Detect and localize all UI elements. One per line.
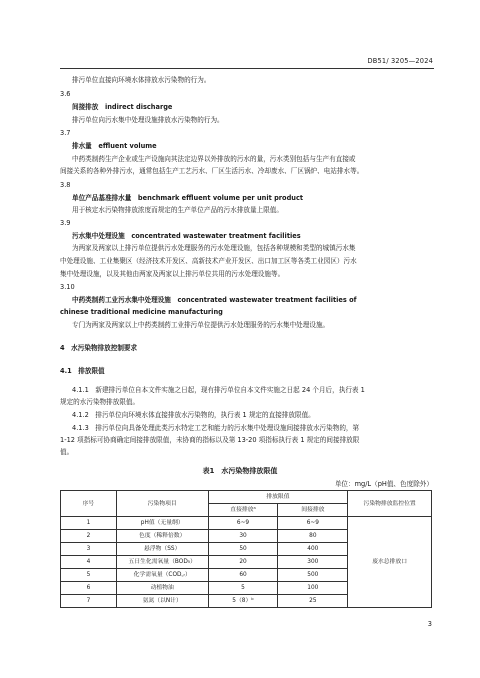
term-definition: 中处理设施、工业集聚区（经济技术开发区、高新技术产业开发区、出口加工区等各类工业园区）污水 xyxy=(60,257,357,265)
cell-seq: 2 xyxy=(61,530,117,543)
cell-indirect: 100 xyxy=(278,582,348,595)
clause: 4.1.3 排污单位向具备处理此类污水特定工艺和能力的污水集中处理设施间接排放水污染物的，第 xyxy=(72,424,360,432)
paragraph: 排污单位直接向环境水体排放水污染物的行为。 xyxy=(72,76,211,84)
emission-limits-table xyxy=(60,490,432,608)
cell-seq: 5 xyxy=(61,569,117,582)
header-rule xyxy=(60,68,434,69)
cell-monitor-location: 废水总排放口 xyxy=(348,517,432,608)
term-title: 污水集中处理设施 concentrated wastewater treatment facilities xyxy=(72,232,301,240)
col-header-indirect: 间接排放 xyxy=(278,504,348,517)
section-number: 3.9 xyxy=(60,219,71,227)
col-header-seq: 序号 xyxy=(61,491,117,517)
cell-item: 化学需氧量（COD꜀ᵣ） xyxy=(116,569,208,582)
doc-code: DB51/ 3205—2024 xyxy=(367,57,433,65)
cell-direct: 50 xyxy=(208,543,278,556)
section-number: 3.6 xyxy=(60,90,71,98)
section-number: 3.8 xyxy=(60,181,71,189)
cell-indirect: 500 xyxy=(278,569,348,582)
col-header-monitor: 污染物排放监控位置 xyxy=(348,491,432,517)
cell-direct: 5 xyxy=(208,582,278,595)
cell-seq: 4 xyxy=(61,556,117,569)
cell-direct: 5（8）ᵇ xyxy=(208,595,278,608)
term-definition: 排污单位向污水集中处理设施排放水污染物的行为。 xyxy=(72,116,224,124)
section-heading: 4.1 排放限值 xyxy=(60,367,105,375)
clause: 值。 xyxy=(60,448,74,456)
col-header-item: 污染物项目 xyxy=(116,491,208,517)
cell-direct: 6~9 xyxy=(208,517,278,530)
cell-direct: 30 xyxy=(208,530,278,543)
cell-indirect: 25 xyxy=(278,595,348,608)
col-header-direct: 直接排放ᵃ xyxy=(208,504,278,517)
term-definition: 用于核定水污染物排放浓度而规定的生产单位产品的污水排放量上限值。 xyxy=(72,206,283,214)
cell-indirect: 300 xyxy=(278,556,348,569)
term-definition: 为两家及两家以上排污单位提供污水处理服务的污水处理设施，包括各种规模和类型的城镇污水集 xyxy=(72,244,356,252)
term-definition: 集中处理设施，以及其他由两家及两家以上排污单位共用的污水处理设施等。 xyxy=(60,270,285,278)
cell-indirect: 6~9 xyxy=(278,517,348,530)
cell-item: 动植物油 xyxy=(116,582,208,595)
chapter-heading: 4 水污染物排放控制要求 xyxy=(60,344,138,352)
cell-item: 悬浮物（SS） xyxy=(116,543,208,556)
term-definition: 中药类制药生产企业或生产设施向其法定边界以外排放的污水的量，污水类别包括与生产有直接或 xyxy=(72,155,356,163)
term-title: 单位产品基准排水量 benchmark effluent volume per unit product xyxy=(72,194,304,202)
cell-item: 五日生化需氧量（BOD₅） xyxy=(116,556,208,569)
term-title: 中药类制药工业污水集中处理设施 concentrated wastewater treatment facilities of xyxy=(72,296,357,304)
term-title: 间接排放 indirect discharge xyxy=(72,103,173,111)
cell-item: 色度（稀释倍数） xyxy=(116,530,208,543)
term-title: chinese traditional medicine manufacturing xyxy=(60,308,223,316)
cell-direct: 60 xyxy=(208,569,278,582)
clause: 1-12 项指标可协商确定间接排放限值，未协商的指标以及第 13-20 项指标执行表 1 规定的间接排放限 xyxy=(60,436,360,444)
clause: 4.1.1 新建排污单位自本文件实施之日起，现有排污单位自本文件实施之日起 24 个月后，执行表 1 xyxy=(72,386,365,394)
term-definition: 专门为两家及两家以上中药类制药工业排污单位提供污水处理服务的污水集中处理设施。 xyxy=(72,321,330,329)
cell-indirect: 400 xyxy=(278,543,348,556)
cell-seq: 1 xyxy=(61,517,117,530)
table-title: 表1 水污染物排放限值 xyxy=(202,467,278,475)
term-title: 排水量 effluent volume xyxy=(72,142,157,150)
section-number: 3.7 xyxy=(60,129,71,137)
cell-direct: 20 xyxy=(208,556,278,569)
col-header-limit: 排放限值 xyxy=(208,491,348,504)
cell-item: 氨氮（以N计） xyxy=(116,595,208,608)
page-number: 3 xyxy=(427,620,432,628)
cell-indirect: 80 xyxy=(278,530,348,543)
clause: 4.1.2 排污单位向环境水体直接排放水污染物的，执行表 1 规定的直接排放限值。 xyxy=(72,411,315,419)
table-row xyxy=(61,517,432,530)
term-definition: 间接关系的各种外排污水，通常包括生产工艺污水、厂区生活污水、冷却废水、厂区锅炉、电站排水等。 xyxy=(60,167,364,175)
cell-item: pH值（无量纲） xyxy=(116,517,208,530)
cell-seq: 6 xyxy=(61,582,117,595)
table-unit: 单位：mg/L（pH值、色度除外） xyxy=(334,480,433,488)
cell-seq: 7 xyxy=(61,595,117,608)
clause: 规定的水污染物排放限值。 xyxy=(60,398,140,406)
cell-seq: 3 xyxy=(61,543,117,556)
section-number: 3.10 xyxy=(60,283,75,291)
